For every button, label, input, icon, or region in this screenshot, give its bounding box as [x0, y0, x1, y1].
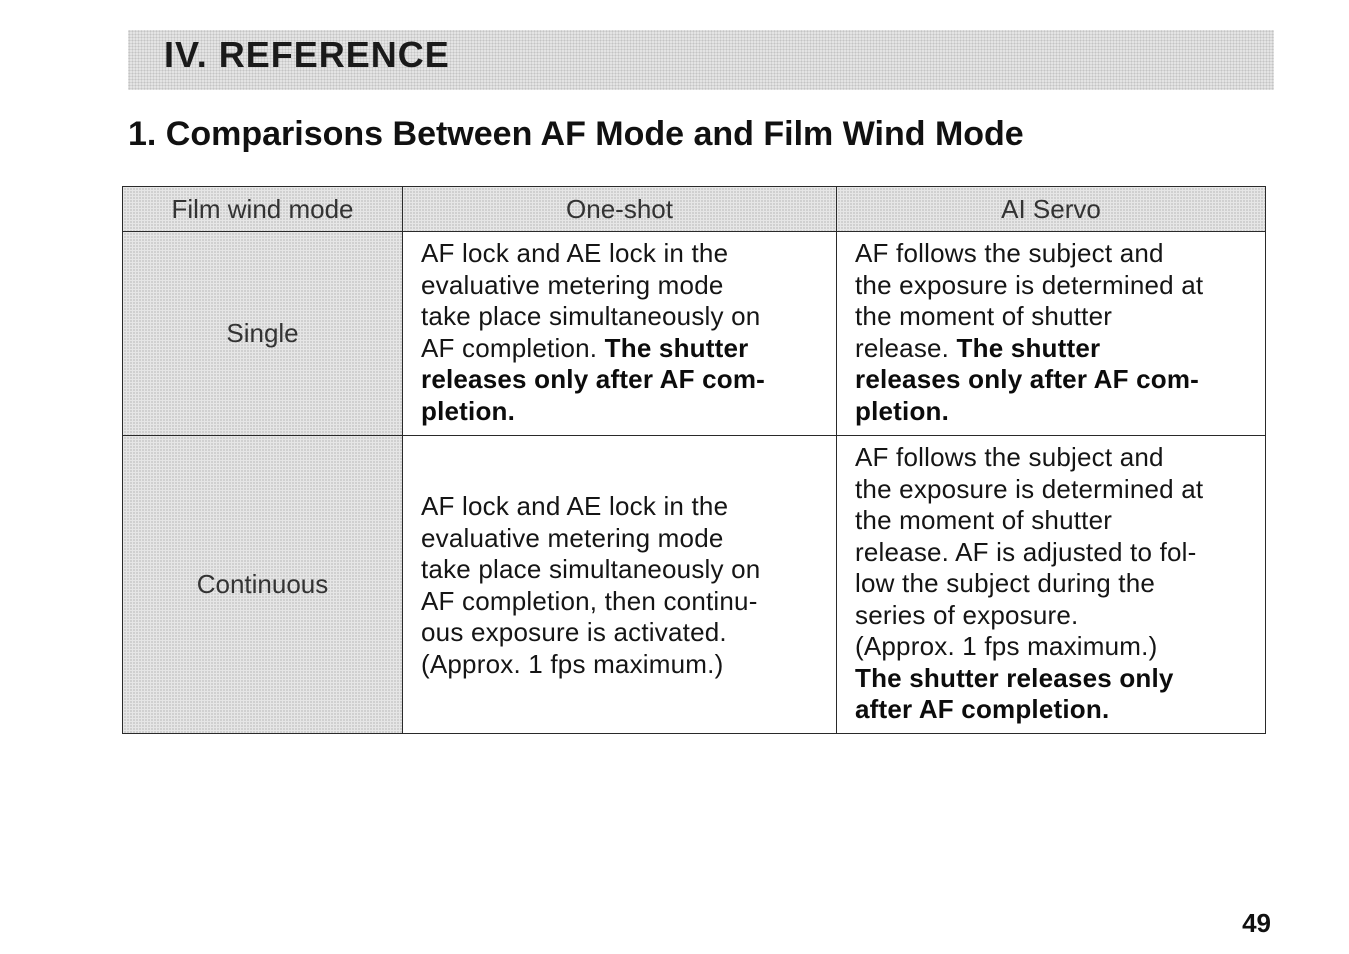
- section-banner: [128, 30, 1274, 90]
- cell-continuous-ai-servo: [837, 436, 1266, 734]
- cell-emphasis-line: releases only after AF com-: [855, 364, 1200, 394]
- cell-emphasis-text: The shutter: [604, 332, 749, 363]
- table-header-row: [123, 187, 1266, 232]
- cell-text-line: low the subject during the: [855, 568, 1156, 598]
- cell-text-line: ous exposure is activated.: [421, 617, 727, 647]
- cell-text-line: the exposure is determined at: [855, 473, 1204, 504]
- header-film-wind-mode: Film wind mode: [123, 187, 403, 232]
- cell-text-line: release. AF is adjusted to fol-: [855, 536, 1197, 567]
- cell-text-line: AF lock and AE lock in the: [421, 238, 729, 268]
- table-row-single: [123, 232, 1266, 436]
- cell-text-line: AF completion, then continu-: [421, 585, 758, 616]
- cell-text-line: AF follows the subject and: [855, 238, 1164, 268]
- cell-text-line: the moment of shutter: [855, 301, 1113, 331]
- cell-single-ai-servo: [837, 232, 1266, 436]
- cell-text-segment: release.: [855, 332, 950, 363]
- cell-emphasis-line: pletion.: [421, 395, 516, 426]
- cell-emphasis-line: pletion.: [855, 395, 950, 426]
- table-row-continuous: [123, 436, 1266, 734]
- cell-text-segment: AF completion.: [421, 332, 598, 363]
- cell-text-line: [421, 333, 826, 365]
- cell-emphasis-line: The shutter releases only: [855, 662, 1174, 693]
- header-one-shot: One-shot: [403, 187, 837, 232]
- cell-text-line: take place simultaneously on: [421, 554, 761, 584]
- cell-text-line: the moment of shutter: [855, 505, 1113, 535]
- cell-text-line: the exposure is determined at: [855, 269, 1204, 300]
- cell-text-line: (Approx. 1 fps maximum.): [421, 648, 724, 679]
- comparison-table: [122, 186, 1266, 734]
- cell-text-line: AF lock and AE lock in the: [421, 491, 729, 521]
- row-label-continuous: Continuous: [123, 436, 403, 734]
- cell-text-line: evaluative metering mode: [421, 522, 724, 553]
- cell-emphasis-line: after AF completion.: [855, 694, 1110, 724]
- page-number: 49: [1242, 908, 1271, 938]
- cell-text-line: take place simultaneously on: [421, 301, 761, 331]
- section-title: IV. REFERENCE: [164, 34, 450, 75]
- cell-text-line: AF follows the subject and: [855, 442, 1164, 472]
- cell-text-line: [855, 333, 1255, 365]
- row-label-single: Single: [123, 232, 403, 436]
- cell-emphasis-line: releases only after AF com-: [421, 364, 766, 394]
- cell-text-line: (Approx. 1 fps maximum.): [855, 631, 1158, 661]
- cell-continuous-one-shot: [403, 436, 837, 734]
- cell-single-one-shot: [403, 232, 837, 436]
- header-ai-servo: AI Servo: [837, 187, 1266, 232]
- page-title: 1. Comparisons Between AF Mode and Film Wind Mode: [128, 115, 1024, 153]
- cell-emphasis-text: The shutter: [956, 332, 1101, 363]
- cell-text-line: series of exposure.: [855, 599, 1079, 630]
- cell-text-line: evaluative metering mode: [421, 269, 724, 300]
